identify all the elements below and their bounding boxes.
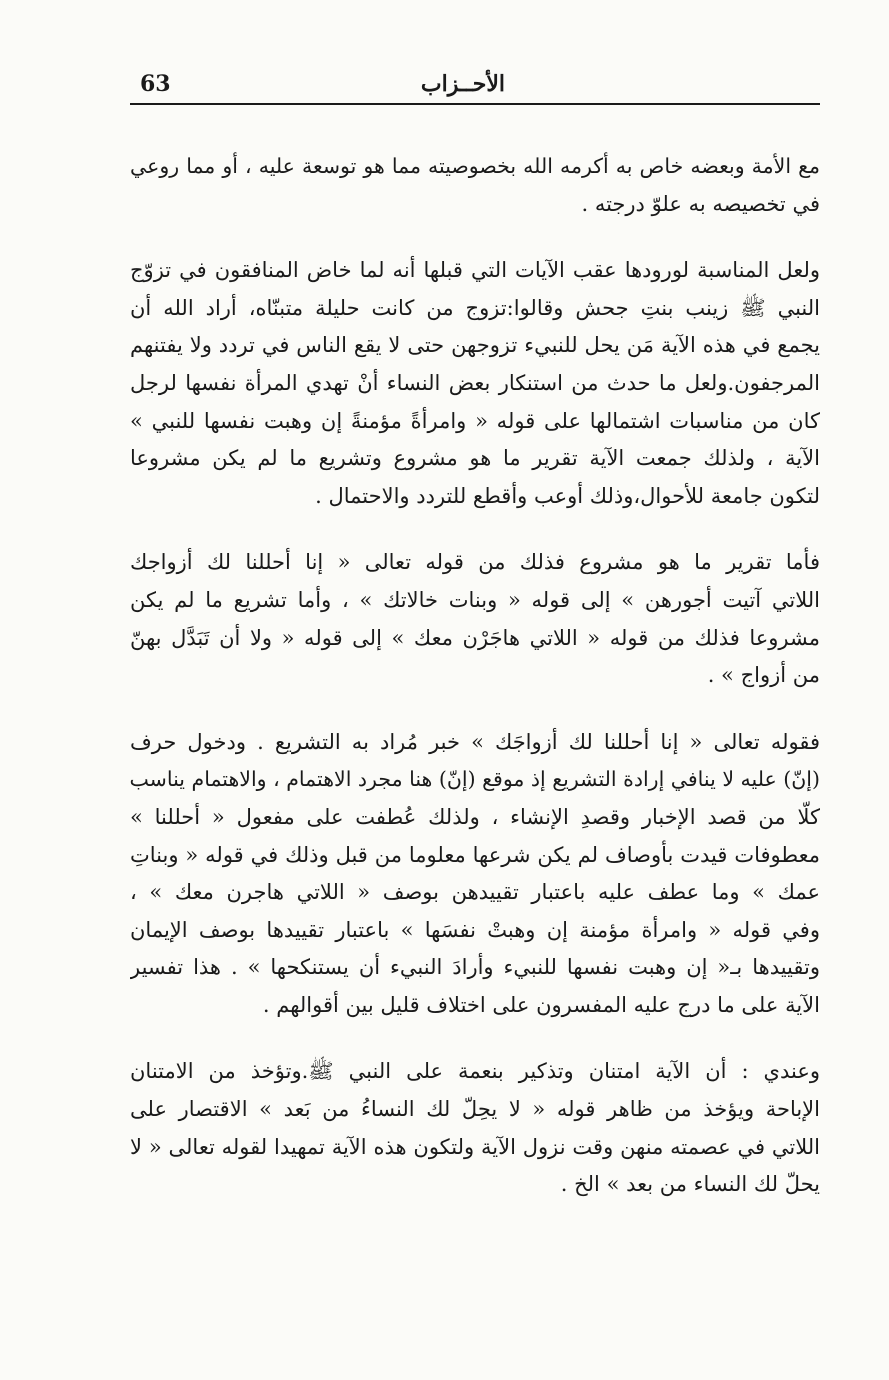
paragraph (130, 1053, 820, 1203)
paragraph (130, 252, 820, 515)
text-line: لتكون جامعة للأحوال،وذلك أوعب وأقطع للتردد والاحتمال . (315, 483, 820, 508)
text-line: فقوله تعالى « إنا أحللنا لك أزواجَك » خبر مُراد به التشريع . ودخول حرف (130, 729, 820, 754)
text-line: مشروعا فذلك من قوله « اللاتي هاجَرْن معك » إلى قوله « ولا أن تَبَدَّل بهنّ (130, 625, 820, 650)
text-line: عمك » وما عطف عليه باعتبار تقييدهن بوصف « اللاتي هاجرن معك » ، (130, 880, 820, 905)
text-line: المرجفون.ولعل ما حدث من استنكار بعض النساء أنْ تهدي المرأة نفسها لرجل (130, 370, 820, 395)
text-line: (إنّ) عليه لا ينافي إرادة التشريع إذ موقع (إنّ) هنا مجرد الاهتمام ، والاهتمام يناسب (130, 767, 820, 792)
text-line: فأما تقرير ما هو مشروع فذلك من قوله تعالى « إنا أحللنا لك أزواجك (130, 550, 820, 575)
page-header (130, 66, 820, 102)
text-line: وتقييدها بـ« إن وهبت نفسها للنبيء وأرادَ النبيء أن يستنكحها » . هذا تفسير (130, 955, 820, 980)
text-line: مع الأمة وبعضه خاص به أكرمه الله بخصوصيته مما هو توسعة عليه ، أو مما روعي (130, 154, 820, 178)
text-line: الآية على ما درج عليه المفسرون على اختلاف قليل بين أقوالهم . (262, 992, 820, 1017)
text-line: اللاتي آتيت أجورهن » إلى قوله « وبنات خالاتك » ، وأما تشريع ما لم يكن (130, 587, 820, 612)
text-line: وعندي : أن الآية امتنان وتذكير بنعمة على النبي ﷺ.وتؤخذ من الامتنان (130, 1059, 820, 1084)
page-number: 63 (140, 71, 171, 97)
text-line: ولعل المناسبة لورودها عقب الآيات التي قبلها أنه لما خاض المنافقون في تزوّج (130, 258, 820, 283)
text-line: يحلّ لك النساء من بعد » الخ . (560, 1172, 820, 1197)
paragraph (130, 724, 820, 1025)
text-line: وفي قوله « وامرأة مؤمنة إن وهبتْ نفسَها » باعتبار تقييدها بوصف الإيمان (130, 917, 820, 942)
text-line: اللاتي في عصمته منهن وقت نزول الآية ولتكون هذه الآية تمهيدا لقوله تعالى « لا (130, 1134, 820, 1159)
body-text (130, 148, 820, 1233)
text-line: معطوفات قيدت بأوصاف لم يكن شرعها معلوما من قبل وذلك في قوله « وبناتِ (130, 842, 820, 867)
header-rule (130, 103, 820, 105)
running-title: الأحــزاب (420, 71, 505, 97)
text-line: في تخصيصه به علوّ درجته . (581, 191, 820, 216)
text-line: كلّا من قصد الإخبار وقصدِ الإنشاء ، ولذلك عُطفت على مفعول « أحللنا » (130, 804, 820, 829)
text-line: الإباحة ويؤخذ من ظاهر قوله « لا يحِلّ لك النساءُ من بَعد » الاقتصار على (130, 1097, 820, 1122)
text-line: الآية ، ولذلك جمعت الآية تقرير ما هو مشروع وتشريع ما لم يكن مشروعا (130, 446, 820, 471)
paragraph (130, 148, 820, 223)
text-line: من أزواج » . (707, 663, 820, 688)
text-line: كان من مناسبات اشتمالها على قوله « وامرأةً مؤمنةً إن وهبت نفسها للنبي » (130, 408, 820, 433)
paragraph (130, 544, 820, 694)
text-line: يجمع في هذه الآية مَن يحل للنبيء تزوجهن حتى لا يقع الناس في تردد ولا يفتنهم (130, 333, 820, 358)
text-line: النبي ﷺ زينب بنتِ جحش وقالوا:تزوج من كانت حليلة متبنّاه، أراد الله أن (130, 295, 820, 320)
